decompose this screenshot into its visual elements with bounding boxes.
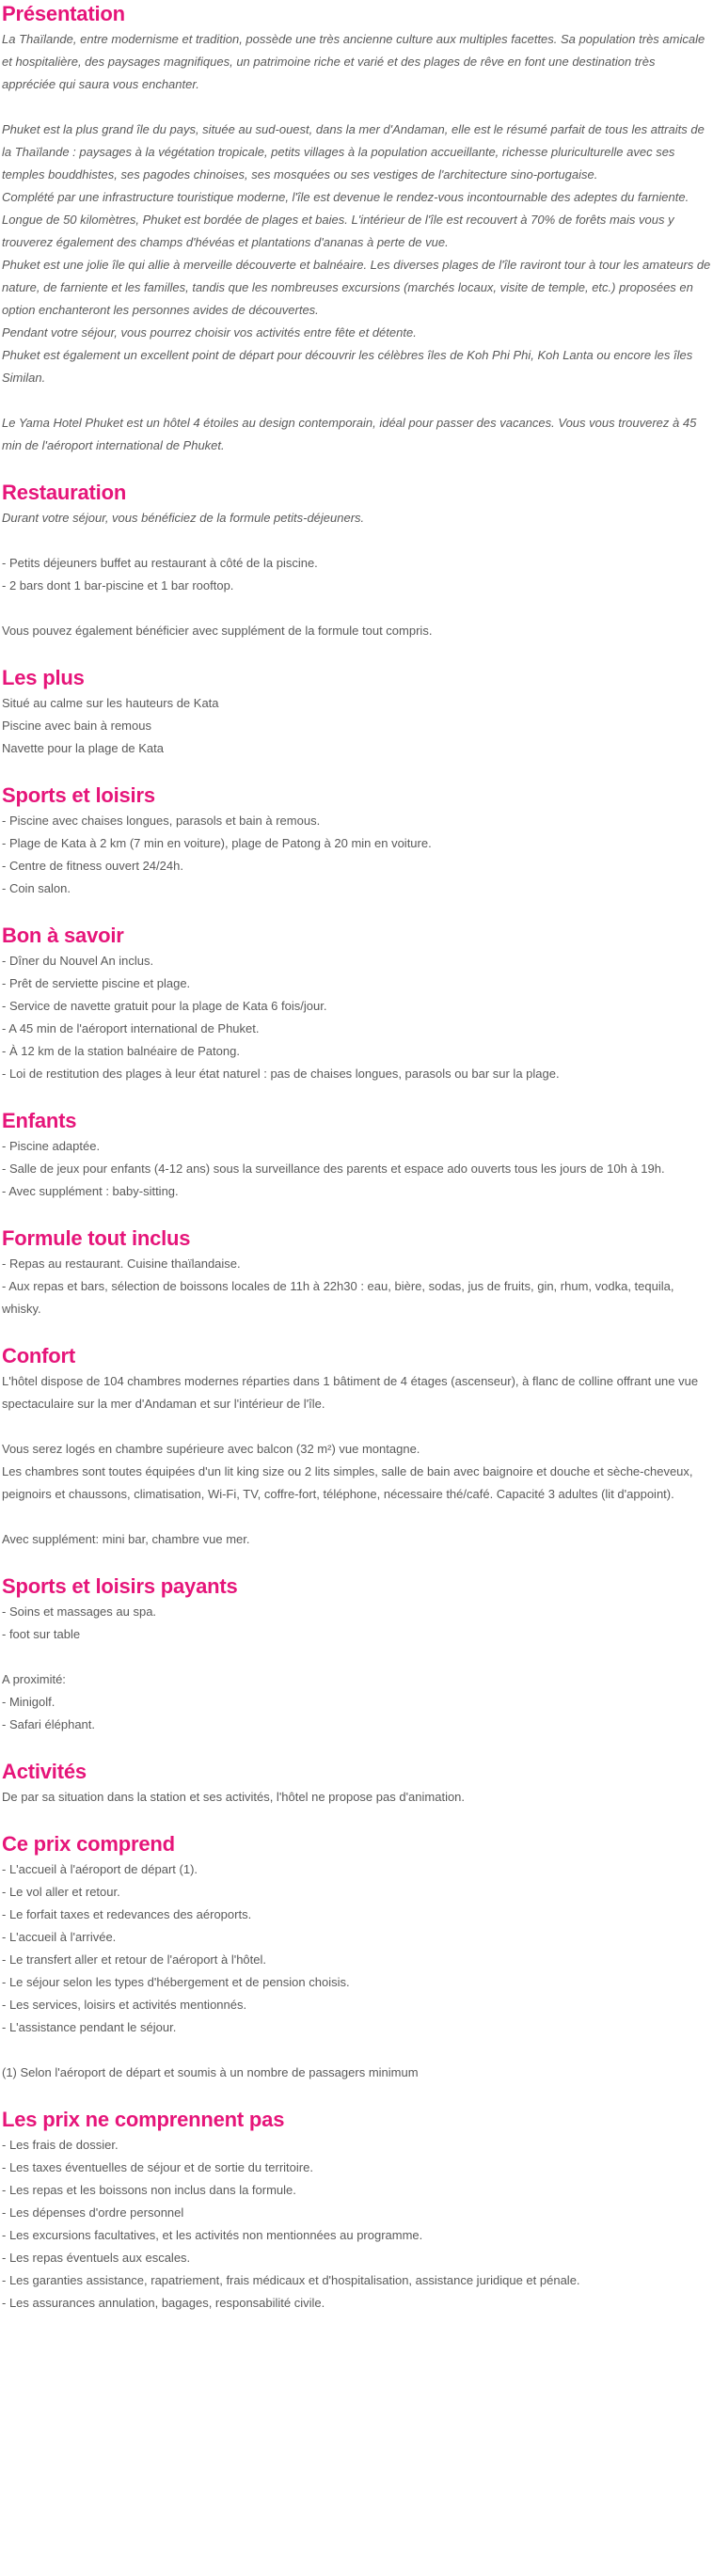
section-title: Restauration [2, 481, 127, 504]
section-title: Confort [2, 1344, 76, 1367]
list-item: - Safari éléphant. [2, 1717, 96, 1731]
section-title: Les plus [2, 666, 85, 689]
section-ce-prix-comprend [2, 1830, 711, 2084]
section-title: Ce prix comprend [2, 1832, 175, 1856]
list-item: - A 45 min de l'aéroport international de Phuket. [2, 1021, 260, 1035]
list-item: - Les frais de dossier. [2, 2138, 119, 2152]
section-bon-a-savoir [2, 922, 711, 1085]
list-item: - L'accueil à l'aéroport de départ (1). [2, 1862, 198, 1876]
section-title: Les prix ne comprennent pas [2, 2108, 285, 2131]
paragraph: Vous serez logés en chambre supérieure avec balcon (32 m²) vue montagne. [2, 1442, 420, 1456]
list-item: - L'accueil à l'arrivée. [2, 1930, 117, 1944]
list-item: Piscine avec bain à remous [2, 719, 151, 733]
spacer [2, 529, 711, 552]
list-item: - Le forfait taxes et redevances des aéroports. [2, 1907, 252, 1921]
list-item: - À 12 km de la station balnéaire de Patong. [2, 1044, 240, 1058]
spacer [2, 1646, 711, 1668]
list-item: - Loi de restitution des plages à leur état naturel : pas de chaises longues, parasols ou bar sur la plage. [2, 1067, 560, 1081]
paragraph: L'hôtel dispose de 104 chambres modernes réparties dans 1 bâtiment de 4 étages (ascenseur), à flanc de colline offrant une vue spectaculaire sur la mer d'Andaman et sur l'intérieur de l'île. [2, 1374, 699, 1411]
paragraph: La Thaïlande, entre modernisme et tradition, possède une très ancienne culture aux multiples facettes. Sa population très amicale et hospitalière, des paysages magnifiques, un patrimoine riche et varié et des plages de rêve en font une destination très appréciée qui saura vous enchanter. [2, 32, 705, 91]
paragraph: Le Yama Hotel Phuket est un hôtel 4 étoiles au design contemporain, idéal pour passer des vacances. Vous vous trouverez à 45 min de l'aéroport international de Phuket. [2, 416, 697, 452]
list-item: - Minigolf. [2, 1695, 55, 1709]
paragraph: Phuket est également un excellent point de départ pour découvrir les célèbres îles de Koh Phi Phi, Koh Lanta ou encore les îles Similan. [2, 348, 693, 385]
list-item: - Salle de jeux pour enfants (4-12 ans) sous la surveillance des parents et espace ado ouverts tous les jours de 10h à 19h. [2, 1162, 665, 1176]
spacer [2, 1415, 711, 1438]
spacer [2, 96, 711, 119]
section-enfants [2, 1107, 711, 1203]
paragraph: Vous pouvez également bénéficier avec supplément de la formule tout compris. [2, 624, 433, 638]
section-title: Présentation [2, 2, 125, 25]
section-title: Bon à savoir [2, 924, 124, 947]
section-confort [2, 1342, 711, 1551]
list-item: - L'assistance pendant le séjour. [2, 2020, 177, 2034]
paragraph: Phuket est une jolie île qui allie à merveille découverte et balnéaire. Les diverses plages de l'île raviront tour à tour les amateurs de nature, de farniente et les familles, tandis que les nombreuses excursions (marchés locaux, visite de temple, etc.) proposées en option enchanteront les personnes avides de découvertes. [2, 258, 711, 317]
list-item: - Les repas et les boissons non inclus dans la formule. [2, 2183, 296, 2197]
list-item: Situé au calme sur les hauteurs de Kata [2, 696, 219, 710]
paragraph: Les chambres sont toutes équipées d'un lit king size ou 2 lits simples, salle de bain avec baignoire et douche et sèche-cheveux, peignoirs et chaussons, climatisation, Wi-Fi, TV, coffre-fort, téléphone, nécessaire thé/café. Capacité 3 adultes (lit d'appoint). [2, 1464, 693, 1501]
section-les-plus [2, 664, 711, 760]
footnote: (1) Selon l'aéroport de départ et soumis à un nombre de passagers minimum [2, 2065, 419, 2079]
paragraph: Avec supplément: mini bar, chambre vue mer. [2, 1532, 250, 1546]
section-formule-tout-inclus [2, 1225, 711, 1320]
list-item: - Les excursions facultatives, et les activités non mentionnées au programme. [2, 2228, 423, 2242]
list-item: - Centre de fitness ouvert 24/24h. [2, 859, 183, 873]
list-item: - Les dépenses d'ordre personnel [2, 2205, 184, 2220]
paragraph: Phuket est la plus grand île du pays, située au sud-ouest, dans la mer d'Andaman, elle est le résumé parfait de tous les attraits de la Thaïlande : paysages à la végétation tropicale, petits villages à la population accueillante, richesse pluriculturelle avec ses temples bouddhistes, ses pagodes chinoises, ses mosquées ou ses vestiges de l'architecture sino-portugaise. [2, 122, 705, 182]
paragraph: Complété par une infrastructure touristique moderne, l'île est devenue le rendez-vous incontournable des adeptes du farniente. [2, 190, 689, 204]
spacer [2, 2039, 711, 2062]
section-title: Enfants [2, 1109, 77, 1132]
list-item: - Repas au restaurant. Cuisine thaïlandaise. [2, 1256, 241, 1271]
list-item: - Le transfert aller et retour de l'aéroport à l'hôtel. [2, 1952, 266, 1967]
list-item: - Les garanties assistance, rapatriement, frais médicaux et d'hospitalisation, assistance juridique et pénale. [2, 2273, 580, 2287]
section-sports-loisirs-payants [2, 1572, 711, 1736]
list-item: - Piscine adaptée. [2, 1139, 101, 1153]
paragraph: A proximité: [2, 1672, 66, 1686]
spacer [2, 389, 711, 412]
list-item: - Soins et massages au spa. [2, 1604, 157, 1619]
paragraph: Durant votre séjour, vous bénéficiez de la formule petits-déjeuners. [2, 511, 365, 525]
section-activites [2, 1758, 711, 1809]
spacer [2, 597, 711, 620]
list-item: - 2 bars dont 1 bar-piscine et 1 bar rooftop. [2, 578, 234, 593]
section-title: Sports et loisirs [2, 783, 155, 807]
paragraph: Longue de 50 kilomètres, Phuket est bordée de plages et baies. L'intérieur de l'île est recouvert à 70% de forêts mais vous y trouverez également des champs d'hévéas et plantations d'ananas à perte de vue. [2, 213, 674, 249]
section-restauration [2, 479, 711, 642]
list-item: - Les services, loisirs et activités mentionnés. [2, 1998, 247, 2012]
section-prix-ne-comprennent-pas [2, 2106, 711, 2315]
paragraph: De par sa situation dans la station et ses activités, l'hôtel ne propose pas d'animation. [2, 1790, 466, 1804]
list-item: - Les assurances annulation, bagages, responsabilité civile. [2, 2296, 325, 2310]
section-title: Activités [2, 1760, 87, 1783]
spacer [2, 1506, 711, 1528]
list-item: - Piscine avec chaises longues, parasols et bain à remous. [2, 814, 321, 828]
list-item: - Aux repas et bars, sélection de boissons locales de 11h à 22h30 : eau, bière, sodas, jus de fruits, gin, rhum, vodka, tequila, whisky. [2, 1279, 674, 1316]
list-item: - Le vol aller et retour. [2, 1885, 120, 1899]
list-item: - Coin salon. [2, 881, 71, 895]
list-item: - Petits déjeuners buffet au restaurant à côté de la piscine. [2, 556, 318, 570]
list-item: Navette pour la plage de Kata [2, 741, 165, 755]
list-item: - Les repas éventuels aux escales. [2, 2251, 191, 2265]
list-item: - Les taxes éventuelles de séjour et de sortie du territoire. [2, 2160, 313, 2174]
list-item: - Plage de Kata à 2 km (7 min en voiture), plage de Patong à 20 min en voiture. [2, 836, 432, 850]
section-title: Formule tout inclus [2, 1226, 191, 1250]
list-item: - Le séjour selon les types d'hébergement et de pension choisis. [2, 1975, 350, 1989]
paragraph: Pendant votre séjour, vous pourrez choisir vos activités entre fête et détente. [2, 325, 417, 340]
list-item: - foot sur table [2, 1627, 81, 1641]
section-presentation [2, 0, 711, 457]
list-item: - Avec supplément : baby-sitting. [2, 1184, 179, 1198]
section-title: Sports et loisirs payants [2, 1574, 238, 1598]
list-item: - Prêt de serviette piscine et plage. [2, 976, 191, 990]
section-sports-loisirs [2, 782, 711, 900]
list-item: - Dîner du Nouvel An inclus. [2, 954, 154, 968]
list-item: - Service de navette gratuit pour la plage de Kata 6 fois/jour. [2, 999, 327, 1013]
